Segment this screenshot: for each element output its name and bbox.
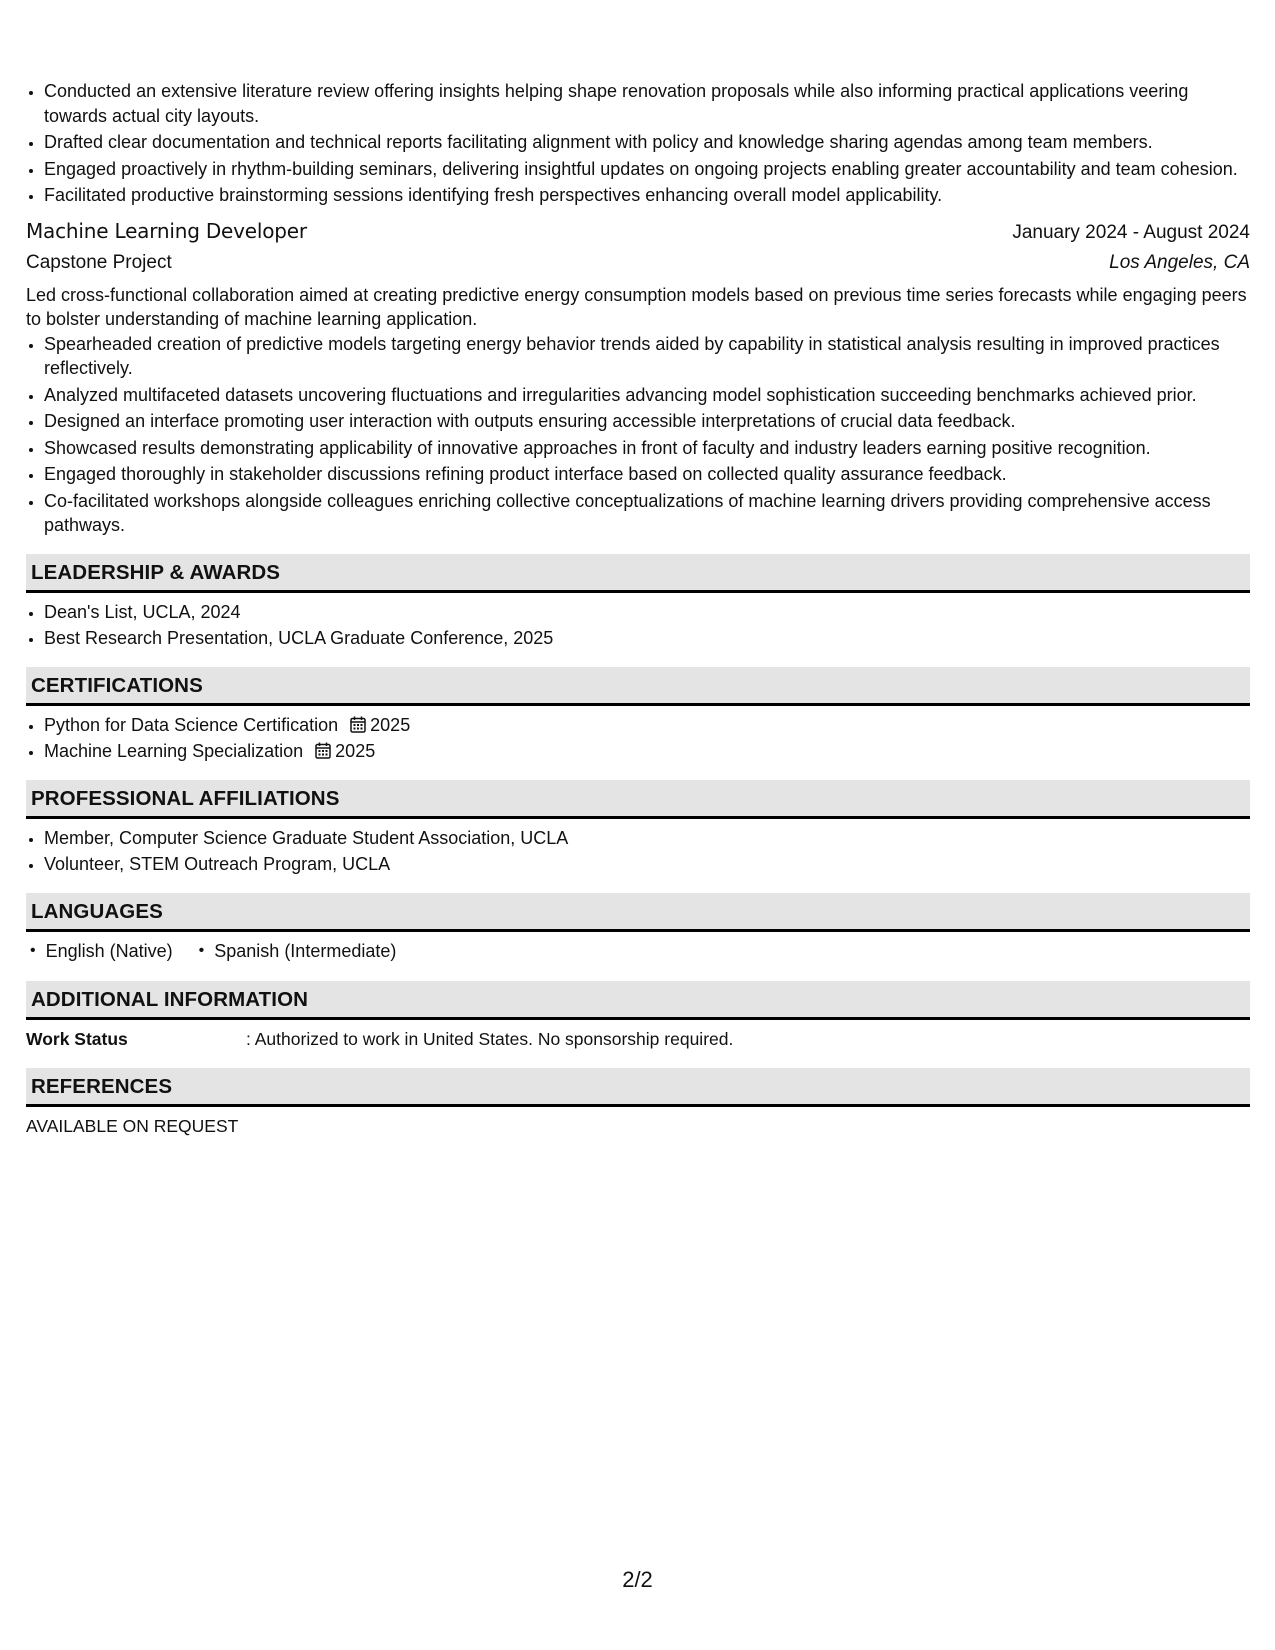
list-item (44, 739, 1250, 764)
list-item: • Spearheaded creation of predictive models targeting energy behavior trends aided by capability in statistical analysis resulting in improved practices reflectively. (44, 332, 1250, 381)
references-section (26, 1068, 1250, 1139)
job-subheader (26, 248, 1250, 278)
certification-year: 2025 (370, 714, 411, 735)
list-item: • Engaged proactively in rhythm-building seminars, delivering insightful updates on ongoing projects enabling greater accountability and team cohesion. (44, 157, 1250, 182)
list-item: • Co-facilitated workshops alongside colleagues enriching collective conceptualizations of machine learning drivers providing comprehensive access pathways. (44, 489, 1250, 538)
list-item (44, 713, 1250, 738)
job-header (26, 216, 1250, 248)
job-title: Machine Learning Developer (26, 218, 307, 243)
list-item: • Showcased results demonstrating applicability of innovative approaches in front of faculty and industry leaders earning positive recognition. (44, 436, 1250, 461)
job-organization: Capstone Project (26, 251, 172, 273)
job-dates: January 2024 - August 2024 (1012, 221, 1250, 243)
list-item: • Analyzed multifaceted datasets uncovering fluctuations and irregularities advancing model sophistication succeeding benchmarks achieved prior. (44, 383, 1250, 408)
certifications-section (26, 667, 1250, 764)
calendar-icon (315, 742, 331, 759)
certification-name: Machine Learning Specialization (44, 741, 304, 761)
work-status-label: Work Status (26, 1029, 128, 1049)
job-summary: Led cross-functional collaboration aimed at creating predictive energy consumption models based on previous time series forecasts while engaging peers to bolster understanding of machine learning application. (26, 284, 1247, 329)
list-item: • Volunteer, STEM Outreach Program, UCLA (44, 852, 1250, 877)
work-status-value: : Authorized to work in United States. No sponsorship required. (246, 1029, 734, 1049)
resume-page (26, 79, 1250, 1138)
section-heading: CERTIFICATIONS (26, 667, 1250, 706)
list-item: • Best Research Presentation, UCLA Graduate Conference, 2025 (44, 626, 1250, 651)
list-item: • Member, Computer Science Graduate Student Association, UCLA (44, 826, 1250, 851)
leadership-section (26, 554, 1250, 651)
list-item: • Drafted clear documentation and technical reports facilitating alignment with policy and knowledge sharing agendas among team members. (44, 130, 1250, 155)
job-location: Los Angeles, CA (1109, 251, 1250, 273)
page-number: 2/2 (622, 1567, 653, 1592)
certifications-list (26, 713, 1250, 764)
section-heading: REFERENCES (26, 1068, 1250, 1107)
certification-name: Python for Data Science Certification (44, 714, 339, 735)
job-bullets (26, 332, 1250, 538)
certification-year: 2025 (335, 741, 376, 761)
previous-role-bullets (26, 79, 1250, 208)
list-item: • Conducted an extensive literature review offering insights helping shape renovation proposals while also informing practical applications veering towards actual city layouts. (44, 79, 1250, 128)
list-item: • Facilitated productive brainstorming sessions identifying fresh perspectives enhancing overall model applicability. (44, 183, 1250, 208)
section-heading: ADDITIONAL INFORMATION (26, 981, 1250, 1020)
list-item: • Engaged thoroughly in stakeholder discussions refining product interface based on collected quality assurance feedback. (44, 462, 1250, 487)
section-heading: PROFESSIONAL AFFILIATIONS (26, 780, 1250, 819)
list-item: • English (Native) (26, 939, 173, 964)
affiliations-list (26, 826, 1250, 877)
languages-section (26, 893, 1250, 966)
additional-info-section (26, 981, 1250, 1052)
calendar-icon (350, 716, 366, 733)
languages-list (26, 939, 1250, 966)
work-status-row (26, 1027, 1250, 1052)
list-item: • Spanish (Intermediate) (195, 939, 397, 964)
section-heading: LANGUAGES (26, 893, 1250, 932)
list-item: • Dean's List, UCLA, 2024 (44, 600, 1250, 625)
list-item: • Designed an interface promoting user interaction with outputs ensuring accessible interpretations of crucial data feedback. (44, 409, 1250, 434)
affiliations-section (26, 780, 1250, 877)
leadership-list (26, 600, 1250, 651)
section-heading: LEADERSHIP & AWARDS (26, 554, 1250, 593)
references-text: AVAILABLE ON REQUEST (26, 1115, 239, 1136)
